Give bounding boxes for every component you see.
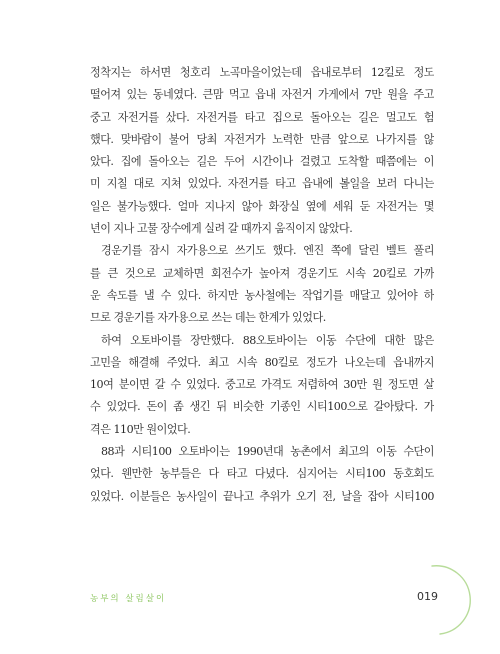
text-line: 고민을 해결해 주었다. 최고 시속 80킬로 정도가 나오는데 읍내까지 <box>90 355 434 369</box>
text-line: 미 지칠 대로 지쳐 있었다. 자전거를 타고 읍내에 볼일을 보러 다니는 <box>90 177 434 191</box>
text-line: 격은 110만 원이었다. <box>90 422 191 436</box>
page-body <box>90 62 434 508</box>
text-line: 므로 경운기를 자가용으로 쓰는 데는 한계가 있었다. <box>90 311 326 325</box>
text-line: 10여 분이면 갈 수 있었다. 중고로 가격도 저렴하여 30만 원 정도면 살 <box>90 378 434 392</box>
text-line: 중고 자전거를 샀다. 자전거를 타고 집으로 돌아오는 길은 멀고도 험 <box>90 110 434 124</box>
text-line: 일은 불가능했다. 얼마 지나지 않아 화장실 옆에 세워 둔 자전거는 몇 <box>90 199 434 213</box>
paragraph <box>90 240 434 329</box>
text-line: 했다. 맞바람이 불어 당최 자전거가 노력한 만큼 앞으로 나가지를 않 <box>90 132 434 146</box>
text-line: 경운기를 잠시 자가용으로 쓰기도 했다. 엔진 쪽에 달린 벨트 풀리 <box>101 244 434 258</box>
text-line: 를 큰 것으로 교체하면 회전수가 높아져 경운기도 시속 20킬로 가까 <box>90 266 434 280</box>
text-line: 었다. 웬만한 농부들은 다 타고 다녔다. 심지어는 시티100 동호회도 <box>90 467 434 481</box>
text-line: 88과 시티100 오토바이는 1990년대 농촌에서 최고의 이동 수단이 <box>101 445 434 459</box>
text-line: 년이 지나 고물 장수에게 실려 갈 때까지 움직이지 않았다. <box>90 222 353 236</box>
text-line: 있었다. 이분들은 농사일이 끝나고 추위가 오기 전, 날을 잡아 시티100 <box>90 489 434 503</box>
page-footer <box>90 590 438 610</box>
paragraph <box>90 330 434 441</box>
text-line: 수 있었다. 돈이 좀 생긴 뒤 비슷한 기종인 시티100으로 갈아탔다. 가 <box>90 400 434 414</box>
running-title: 농부의 살림살이 <box>90 594 167 604</box>
paragraph <box>90 441 434 508</box>
text-line: 운 속도를 낼 수 있다. 하지만 농사철에는 작업기를 매달고 있어야 하 <box>90 288 434 302</box>
text-line: 았다. 집에 돌아오는 길은 두어 시간이나 걸렸고 도착할 때쯤에는 이 <box>90 155 434 169</box>
text-line: 떨어져 있는 동네였다. 큰맘 먹고 읍내 자전거 가게에서 7만 원을 주고 <box>90 88 434 102</box>
page-number: 019 <box>417 590 438 603</box>
text-line: 정착지는 하서면 청호리 노곡마을이었는데 읍내로부터 12킬로 정도 <box>90 66 434 79</box>
text-line: 하여 오토바이를 장만했다. 88오토바이는 이동 수단에 대한 많은 <box>101 333 434 347</box>
paragraph <box>90 62 434 240</box>
